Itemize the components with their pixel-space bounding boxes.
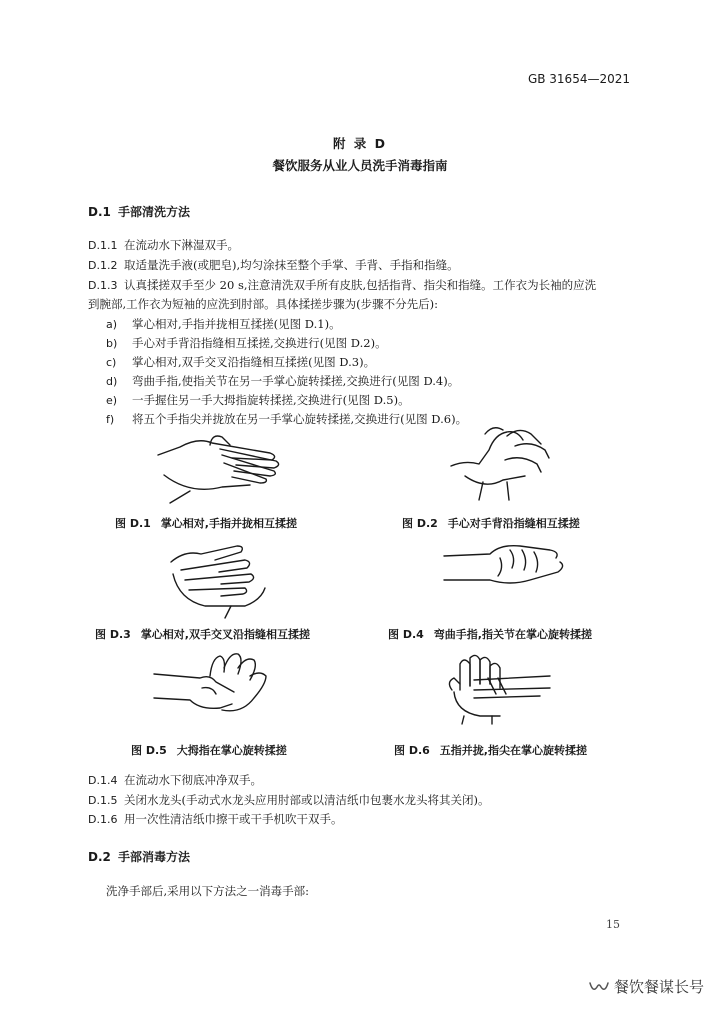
figure-id: 图 D.5 xyxy=(131,744,167,757)
section-d2-intro: 洗净手部后,采用以下方法之一消毒手部: xyxy=(106,884,310,898)
section-number: D.2 xyxy=(88,850,111,864)
figure-id: 图 D.2 xyxy=(402,517,438,530)
clause-text: 用一次性清洁纸巾擦干或干手机吹干双手。 xyxy=(124,812,343,826)
figure-d6-caption xyxy=(394,742,587,758)
figure-d5-caption xyxy=(131,742,287,758)
clause-number: D.1.1 xyxy=(88,239,118,252)
figure-id: 图 D.3 xyxy=(95,628,131,641)
figure-id: 图 D.4 xyxy=(388,628,424,641)
figure-d2-caption xyxy=(402,515,580,531)
figure-caption-text: 弯曲手指,指关节在掌心旋转揉搓 xyxy=(433,628,592,641)
figure-d4-illustration xyxy=(440,540,570,590)
step-b xyxy=(106,335,387,351)
figure-d3-caption xyxy=(95,626,310,642)
clause-number: D.1.3 xyxy=(88,279,118,292)
watermark-text: 餐饮餐谋长号 xyxy=(613,978,704,996)
watermark xyxy=(588,976,704,997)
step-label: c) xyxy=(106,356,117,369)
figure-d4-caption xyxy=(388,626,592,642)
figure-d2-illustration xyxy=(445,420,555,505)
step-d xyxy=(106,373,459,389)
step-label: e) xyxy=(106,394,118,407)
figure-id: 图 D.6 xyxy=(394,744,430,757)
step-a xyxy=(106,316,341,332)
page-number: 15 xyxy=(606,918,620,931)
figure-d5-illustration xyxy=(150,648,280,723)
step-text: 将五个手指尖并拢放在另一手掌心旋转揉搓,交换进行(见图 D.6)。 xyxy=(132,412,468,426)
figure-caption-text: 大拇指在掌心旋转揉搓 xyxy=(176,744,287,757)
clause-number: D.1.4 xyxy=(88,774,118,787)
clause-text: 在流动水下淋湿双手。 xyxy=(124,238,239,252)
appendix-label: 附 录 D xyxy=(332,136,388,151)
figure-d3-illustration xyxy=(165,540,275,620)
step-text: 弯曲手指,使指关节在另一手掌心旋转揉搓,交换进行(见图 D.4)。 xyxy=(132,374,460,388)
step-text: 手心对手背沿指缝相互揉搓,交换进行(见图 D.2)。 xyxy=(132,336,387,350)
section-heading-d1 xyxy=(88,203,190,220)
section-title: 手部清洗方法 xyxy=(118,205,191,219)
clause-number: D.1.2 xyxy=(88,259,118,272)
clause-d1-4 xyxy=(88,772,262,788)
clause-text: 关闭水龙头(手动式水龙头应用肘部或以清洁纸巾包裹水龙头将其关闭)。 xyxy=(124,793,490,807)
step-e xyxy=(106,392,410,408)
step-label: d) xyxy=(106,375,118,388)
clause-text: 取适量洗手液(或肥皂),均匀涂抹至整个手掌、手背、手指和指缝。 xyxy=(124,258,459,272)
clause-number: D.1.6 xyxy=(88,813,118,826)
figure-caption-text: 手心对手背沿指缝相互揉搓 xyxy=(447,517,580,530)
clause-d1-3 xyxy=(88,277,596,293)
standard-number: GB 31654—2021 xyxy=(527,72,630,86)
figure-id: 图 D.1 xyxy=(115,517,151,530)
clause-text: 认真揉搓双手至少 20 s,注意清洗双手所有皮肤,包括指背、指尖和指缝。工作衣为长袖的应洗 xyxy=(124,278,597,292)
step-text: 一手握住另一手大拇指旋转揉搓,交换进行(见图 D.5)。 xyxy=(132,393,410,407)
step-label: f) xyxy=(106,413,115,426)
figure-d1-caption xyxy=(115,515,297,531)
clause-number: D.1.5 xyxy=(88,794,118,807)
clause-d1-5 xyxy=(88,792,489,808)
clause-d1-6 xyxy=(88,811,343,827)
figure-caption-text: 掌心相对,手指并拢相互揉搓 xyxy=(160,517,297,530)
figure-caption-text: 掌心相对,双手交叉沿指缝相互揉搓 xyxy=(140,628,310,641)
clause-text: 在流动水下彻底冲净双手。 xyxy=(124,773,262,787)
clause-d1-3-continuation: 到腕部,工作衣为短袖的应洗到肘部。具体揉搓步骤为(步骤不分先后): xyxy=(88,297,438,311)
step-text: 掌心相对,双手交叉沿指缝相互揉搓(见图 D.3)。 xyxy=(132,355,376,369)
step-label: b) xyxy=(106,337,118,350)
appendix-title: 餐饮服务从业人员洗手消毒指南 xyxy=(272,158,448,173)
figure-caption-text: 五指并拢,指尖在掌心旋转揉搓 xyxy=(439,744,587,757)
step-text: 掌心相对,手指并拢相互揉搓(见图 D.1)。 xyxy=(132,317,341,331)
clause-d1-2 xyxy=(88,257,459,273)
figure-d6-illustration xyxy=(440,650,560,725)
figure-d1-illustration xyxy=(150,425,290,505)
wechat-channel-icon xyxy=(588,979,610,995)
section-title: 手部消毒方法 xyxy=(118,850,191,864)
clause-d1-1 xyxy=(88,237,239,253)
section-heading-d2 xyxy=(88,848,190,865)
step-label: a) xyxy=(106,318,118,331)
step-c xyxy=(106,354,375,370)
section-number: D.1 xyxy=(88,205,111,219)
